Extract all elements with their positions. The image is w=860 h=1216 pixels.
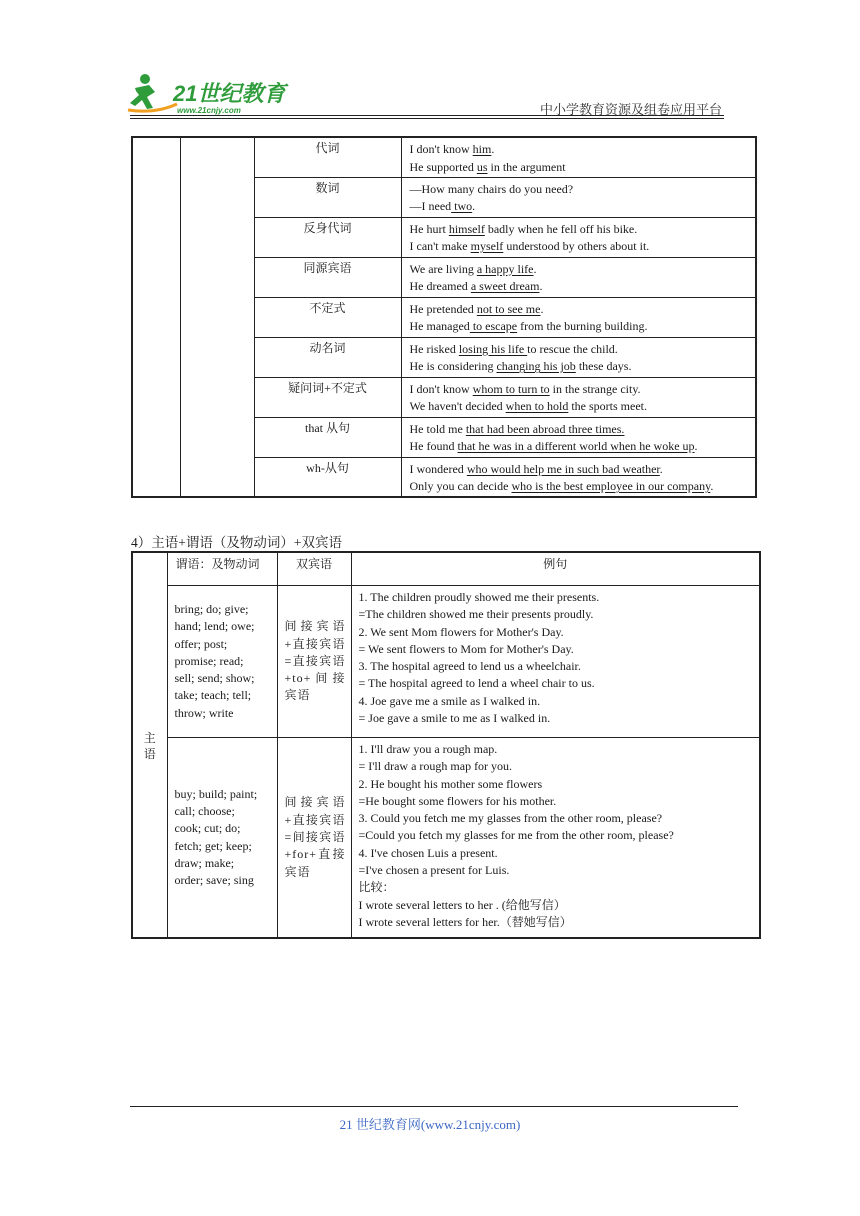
sentence-text: . — [659, 461, 663, 476]
example-sentence — [410, 278, 756, 296]
object-type-label: 同源宾语 — [254, 257, 401, 297]
sentence-text: to rescue the child. — [527, 341, 618, 356]
logo-url: www.21cnjy.com — [177, 106, 241, 115]
example-sentence — [410, 478, 756, 496]
object-phrase: changing his job — [496, 359, 576, 373]
example-sentence — [410, 438, 756, 456]
example-sentences — [401, 177, 756, 217]
example-sentence — [410, 198, 756, 216]
example-sentence — [410, 159, 756, 177]
sentence-text: He managed — [409, 319, 470, 333]
object-type-label: 反身代词 — [254, 217, 401, 257]
sentence-text: We are living — [409, 261, 477, 276]
example-sentences — [401, 417, 756, 457]
sentence-text: I wondered — [409, 461, 467, 476]
verb-list-line: throw; write — [174, 705, 234, 720]
sentence-text: in the strange city. — [549, 381, 641, 396]
verbs-cell — [167, 738, 277, 939]
object-types-table — [131, 136, 757, 498]
example-sentences — [401, 337, 756, 377]
example-sentence — [410, 238, 756, 256]
runner-logo-icon — [125, 70, 290, 120]
sentence-text: He risked — [409, 341, 459, 356]
sentence-text: badly when he fell off his bike. — [484, 221, 638, 236]
sentence-text: He supported — [409, 159, 477, 174]
section-title: 4）主语+谓语（及物动词）+双宾语 — [131, 535, 342, 550]
examples-header: 例句 — [351, 552, 760, 586]
site-logo — [125, 70, 290, 120]
sentence-text: understood by others about it. — [503, 239, 650, 253]
example-sentence — [410, 358, 756, 376]
example-sentence — [410, 341, 756, 359]
example-line: 2. We sent Mom flowers for Mother's Day. — [358, 624, 564, 639]
sentence-text: I don't know — [409, 381, 473, 396]
example-line: =I've chosen a present for Luis. — [358, 863, 510, 878]
object-phrase: not to see me — [476, 301, 541, 316]
example-line: =Could you fetch my glasses for me from the other room, please? — [358, 828, 674, 843]
site-name: 中小学教育资源及组卷应用平台 — [540, 102, 723, 117]
object-phrase: when to hold — [505, 399, 569, 413]
sentence-text: . — [540, 301, 544, 316]
examples-cell — [351, 738, 760, 939]
sentence-text: He dreamed — [409, 279, 471, 293]
footer-text: 21 世纪教育网(www.21cnjy.com) — [339, 1117, 521, 1132]
blank-cell-a — [132, 137, 180, 497]
object-type-label: wh-从句 — [254, 457, 401, 497]
sentence-text: the sports meet. — [568, 399, 647, 413]
example-sentence — [410, 421, 756, 439]
sentence-text: . — [491, 142, 495, 156]
object-type-label: 不定式 — [254, 297, 401, 337]
verb-list-line: draw; make; — [174, 855, 235, 870]
sentence-text: He told me — [409, 421, 466, 436]
example-line: I wrote several letters for her.（替她写信） — [358, 914, 572, 929]
object-phrase: to escape — [469, 319, 518, 333]
sentence-text: He found — [409, 439, 458, 453]
verb-list-line: offer; post; — [174, 636, 228, 651]
example-sentences — [401, 217, 756, 257]
examples-cell — [351, 586, 760, 738]
object-phrase: himself — [448, 221, 485, 236]
sentence-text: . — [694, 439, 698, 453]
example-sentence — [410, 461, 756, 479]
example-sentences — [401, 257, 756, 297]
object-phrase: myself — [470, 239, 504, 253]
example-line: I wrote several letters to her . (给他写信） — [358, 897, 566, 912]
verbs-header: 谓语：及物动词 — [167, 552, 277, 586]
example-sentences — [401, 137, 756, 177]
sentence-text: We haven't decided — [409, 399, 506, 413]
subject-label: 主语 — [143, 730, 156, 761]
double-object-table — [131, 551, 761, 939]
sentence-text: Only you can decide — [409, 479, 512, 493]
verb-list-line: fetch; get; keep; — [174, 838, 252, 853]
example-sentence — [410, 301, 756, 319]
object-phrase: who would help me in such bad weather — [466, 461, 660, 476]
verb-list-line: order; save; sing — [174, 873, 254, 888]
verb-list-line: bring; do; give; — [174, 601, 249, 616]
verb-list-line: promise; read; — [174, 653, 244, 668]
sentence-text: I don't know — [409, 142, 473, 156]
sentence-text: I can't make — [409, 239, 471, 253]
example-sentence — [410, 318, 756, 336]
pattern-cell: 间接宾语+直接宾语=直接宾语+to+间接宾语 — [277, 586, 351, 738]
sentence-text: . — [472, 199, 476, 213]
sentence-text: in the argument — [487, 159, 566, 174]
example-line: 2. He bought his mother some flowers — [358, 776, 543, 791]
verb-list-line: buy; build; paint; — [174, 786, 258, 801]
example-line: 4. I've chosen Luis a present. — [358, 845, 498, 860]
example-sentence — [410, 141, 756, 159]
object-type-row — [132, 137, 756, 177]
object-phrase: two — [451, 199, 473, 213]
object-phrase: us — [476, 159, 488, 174]
example-line: = Joe gave a smile to me as I walked in. — [358, 711, 551, 726]
object-phrase: a happy life — [476, 261, 534, 276]
object-type-label: 疑问词+不定式 — [254, 377, 401, 417]
sentence-text: —How many chairs do you need? — [409, 181, 574, 196]
object-phrase: him — [472, 142, 492, 156]
sentence-text: —I need — [409, 199, 452, 213]
example-sentence — [410, 398, 756, 416]
verb-list-line: sell; send; show; — [174, 671, 255, 686]
object-phrase: losing his life — [458, 341, 528, 356]
verb-list-line: cook; cut; do; — [174, 821, 241, 836]
example-line: 3. The hospital agreed to lend us a wheelchair. — [358, 659, 581, 674]
sentence-text: He is considering — [409, 359, 497, 373]
object-type-label: 动名词 — [254, 337, 401, 377]
logo-text: 21世纪教育 — [173, 81, 286, 106]
example-line: 比较： — [358, 880, 395, 895]
pattern-cell: 间接宾语+直接宾语=间接宾语+for+直接宾语 — [277, 738, 351, 939]
object-type-label: 数词 — [254, 177, 401, 217]
example-sentences — [401, 377, 756, 417]
blank-cell-b — [180, 137, 254, 497]
object-phrase: a sweet dream — [470, 279, 540, 293]
example-line: =The children showed me their presents proudly. — [358, 607, 594, 622]
example-line: = The hospital agreed to lend a wheel chair to us. — [358, 676, 595, 691]
sentence-text: He hurt — [409, 221, 449, 236]
verbs-cell — [167, 586, 277, 738]
example-sentence — [410, 381, 756, 399]
verb-list-line: call; choose; — [174, 804, 235, 819]
example-line: 1. I'll draw you a rough map. — [358, 742, 498, 756]
example-line: = I'll draw a rough map for you. — [358, 759, 513, 774]
verb-list-line: hand; lend; owe; — [174, 619, 255, 634]
footer-divider — [130, 1106, 738, 1107]
subject-column-cell — [132, 552, 167, 938]
sentence-text: these days. — [575, 359, 632, 373]
object-type-label: 代词 — [254, 137, 401, 177]
example-line: 4. Joe gave me a smile as I walked in. — [358, 693, 541, 708]
sentence-text: . — [533, 261, 537, 276]
header-divider-secondary — [130, 118, 724, 119]
object-phrase: that he was in a different world when he woke up — [457, 439, 695, 453]
example-line: =He bought some flowers for his mother. — [358, 793, 557, 808]
example-sentence — [410, 261, 756, 279]
example-line: = We sent flowers to Mom for Mother's Day. — [358, 641, 574, 656]
object-phrase: that had been abroad three times. — [465, 421, 625, 436]
example-sentence — [410, 181, 756, 199]
example-line: 3. Could you fetch me my glasses from the other room, please? — [358, 811, 663, 826]
header-divider — [130, 115, 724, 116]
sentence-text: . — [539, 279, 543, 293]
sentence-text: . — [710, 479, 714, 493]
object-phrase: whom to turn to — [472, 381, 550, 396]
example-sentences — [401, 457, 756, 497]
objects-header: 双宾语 — [277, 552, 351, 586]
object-type-label: that 从句 — [254, 417, 401, 457]
example-sentence — [410, 221, 756, 239]
example-sentences — [401, 297, 756, 337]
sentence-text: He pretended — [409, 301, 477, 316]
object-phrase: who is the best employee in our company — [511, 479, 711, 493]
verb-list-line: take; teach; tell; — [174, 688, 252, 703]
example-line: 1. The children proudly showed me their presents. — [358, 590, 600, 604]
sentence-text: from the burning building. — [517, 319, 648, 333]
